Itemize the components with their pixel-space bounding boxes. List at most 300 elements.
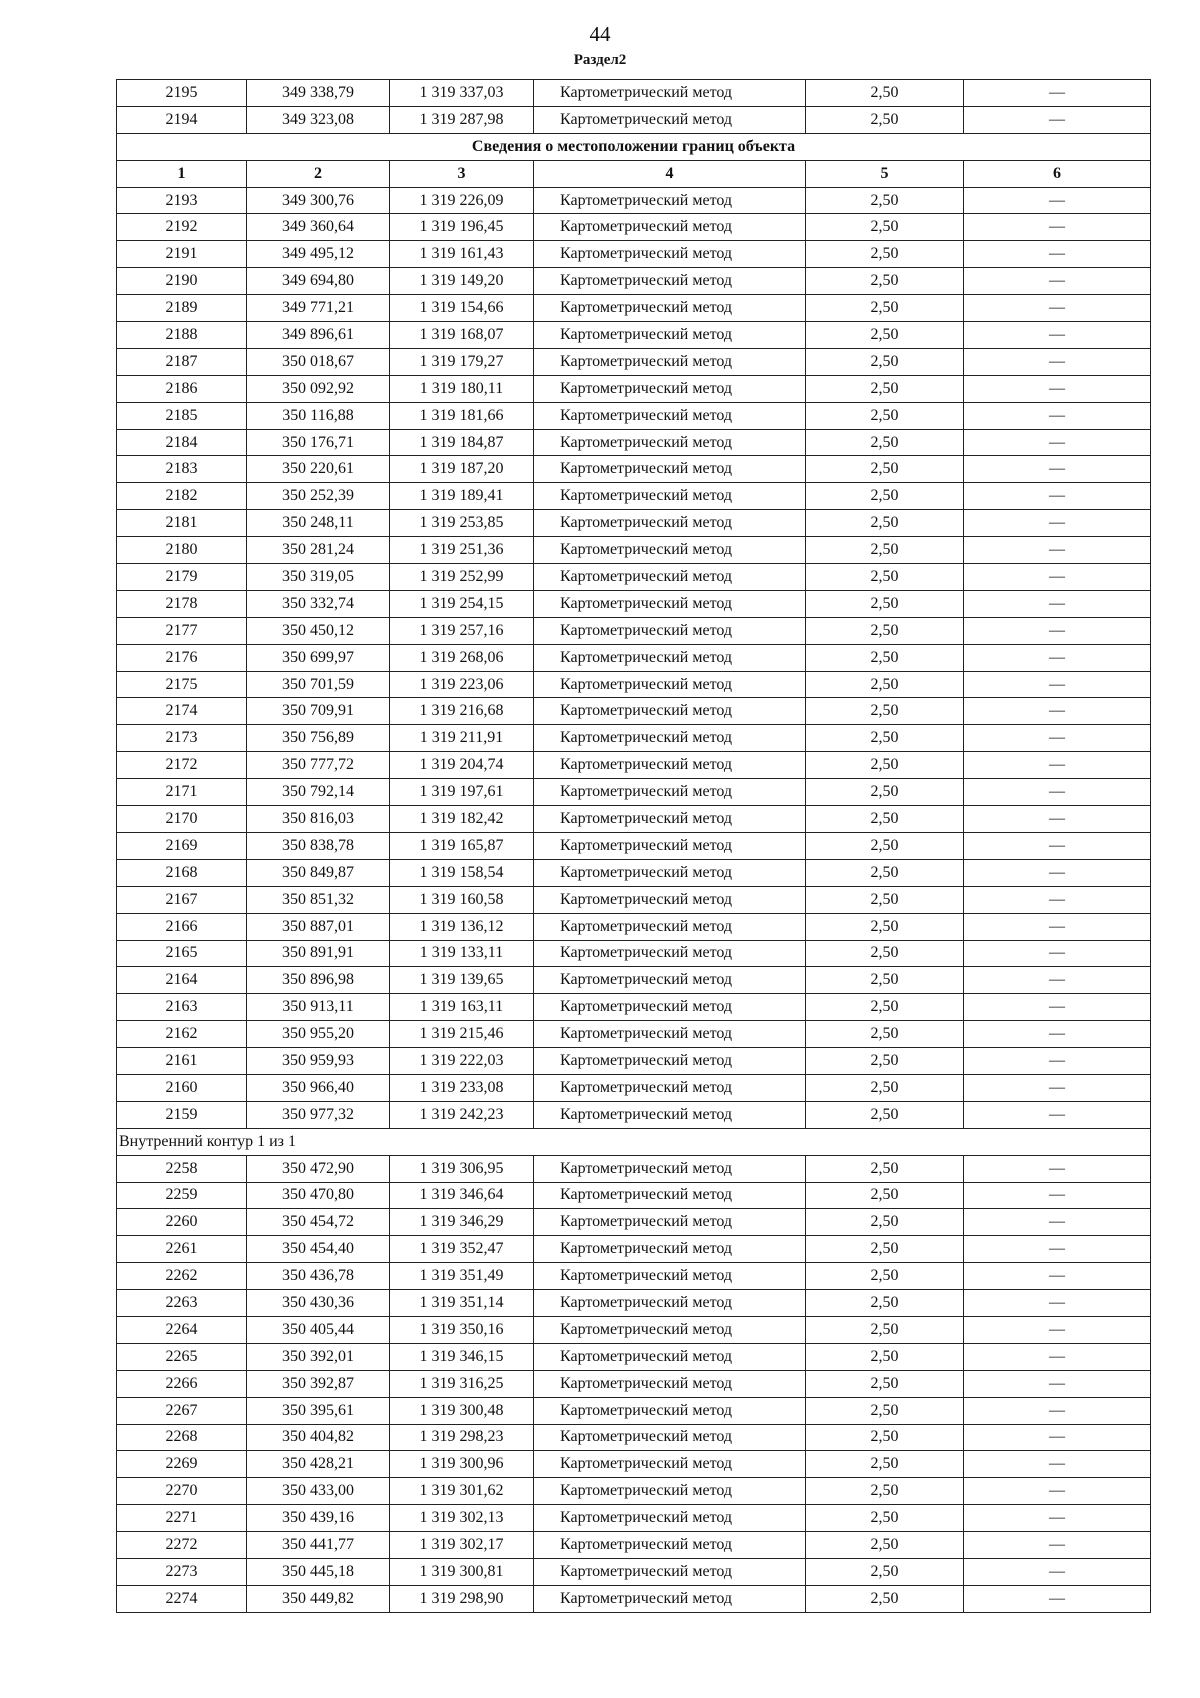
description-cell: — (964, 322, 1151, 349)
description-cell: — (964, 402, 1151, 429)
point-number-cell: 2172 (117, 752, 247, 779)
point-number-cell: 2168 (117, 859, 247, 886)
inner-contour-row (117, 1128, 1151, 1155)
y-coordinate-cell: 1 319 257,16 (390, 617, 534, 644)
precision-cell: 2,50 (806, 1585, 964, 1612)
description-cell: — (964, 106, 1151, 133)
description-cell: — (964, 429, 1151, 456)
description-cell: — (964, 295, 1151, 322)
point-number-cell: 2265 (117, 1343, 247, 1370)
precision-cell: 2,50 (806, 375, 964, 402)
description-cell: — (964, 994, 1151, 1021)
precision-cell: 2,50 (806, 80, 964, 107)
table-row (117, 1532, 1151, 1559)
point-number-cell: 2187 (117, 348, 247, 375)
table-row (117, 1316, 1151, 1343)
point-number-cell: 2179 (117, 564, 247, 591)
precision-cell: 2,50 (806, 456, 964, 483)
y-coordinate-cell: 1 319 251,36 (390, 537, 534, 564)
precision-cell: 2,50 (806, 268, 964, 295)
y-coordinate-cell: 1 319 222,03 (390, 1048, 534, 1075)
description-cell: — (964, 1424, 1151, 1451)
description-cell: — (964, 1343, 1151, 1370)
description-cell: — (964, 1585, 1151, 1612)
point-number-cell: 2260 (117, 1209, 247, 1236)
precision-cell: 2,50 (806, 886, 964, 913)
description-cell: — (964, 1236, 1151, 1263)
point-number-cell: 2182 (117, 483, 247, 510)
method-cell: Картометрический метод (534, 590, 806, 617)
table-row (117, 1505, 1151, 1532)
table-body (117, 80, 1151, 1613)
method-cell: Картометрический метод (534, 1021, 806, 1048)
description-cell: — (964, 1209, 1151, 1236)
precision-cell: 2,50 (806, 725, 964, 752)
column-number-cell: 5 (806, 160, 964, 187)
table-row (117, 483, 1151, 510)
precision-cell: 2,50 (806, 1478, 964, 1505)
y-coordinate-cell: 1 319 346,15 (390, 1343, 534, 1370)
precision-cell: 2,50 (806, 510, 964, 537)
point-number-cell: 2185 (117, 402, 247, 429)
description-cell: — (964, 1532, 1151, 1559)
method-cell: Картометрический метод (534, 268, 806, 295)
x-coordinate-cell: 349 360,64 (247, 214, 390, 241)
point-number-cell: 2263 (117, 1290, 247, 1317)
precision-cell: 2,50 (806, 241, 964, 268)
method-cell: Картометрический метод (534, 80, 806, 107)
y-coordinate-cell: 1 319 216,68 (390, 698, 534, 725)
method-cell: Картометрический метод (534, 1101, 806, 1128)
x-coordinate-cell: 350 319,05 (247, 564, 390, 591)
method-cell: Картометрический метод (534, 617, 806, 644)
x-coordinate-cell: 350 955,20 (247, 1021, 390, 1048)
table-row (117, 940, 1151, 967)
x-coordinate-cell: 349 338,79 (247, 80, 390, 107)
point-number-cell: 2171 (117, 779, 247, 806)
y-coordinate-cell: 1 319 182,42 (390, 806, 534, 833)
precision-cell: 2,50 (806, 671, 964, 698)
description-cell: — (964, 1451, 1151, 1478)
method-cell: Картометрический метод (534, 1182, 806, 1209)
method-cell: Картометрический метод (534, 1343, 806, 1370)
description-cell: — (964, 268, 1151, 295)
table-row (117, 1370, 1151, 1397)
point-number-cell: 2165 (117, 940, 247, 967)
x-coordinate-cell: 350 441,77 (247, 1532, 390, 1559)
point-number-cell: 2167 (117, 886, 247, 913)
y-coordinate-cell: 1 319 149,20 (390, 268, 534, 295)
description-cell: — (964, 483, 1151, 510)
table-row (117, 967, 1151, 994)
y-coordinate-cell: 1 319 298,90 (390, 1585, 534, 1612)
table-row (117, 80, 1151, 107)
y-coordinate-cell: 1 319 253,85 (390, 510, 534, 537)
description-cell: — (964, 1074, 1151, 1101)
table-row (117, 1236, 1151, 1263)
point-number-cell: 2268 (117, 1424, 247, 1451)
y-coordinate-cell: 1 319 215,46 (390, 1021, 534, 1048)
description-cell: — (964, 214, 1151, 241)
precision-cell: 2,50 (806, 1370, 964, 1397)
y-coordinate-cell: 1 319 181,66 (390, 402, 534, 429)
x-coordinate-cell: 350 851,32 (247, 886, 390, 913)
precision-cell: 2,50 (806, 295, 964, 322)
x-coordinate-cell: 350 439,16 (247, 1505, 390, 1532)
description-cell: — (964, 375, 1151, 402)
x-coordinate-cell: 349 495,12 (247, 241, 390, 268)
point-number-cell: 2163 (117, 994, 247, 1021)
x-coordinate-cell: 350 436,78 (247, 1263, 390, 1290)
x-coordinate-cell: 350 709,91 (247, 698, 390, 725)
point-number-cell: 2193 (117, 187, 247, 214)
table-row (117, 698, 1151, 725)
y-coordinate-cell: 1 319 189,41 (390, 483, 534, 510)
table-row (117, 779, 1151, 806)
y-coordinate-cell: 1 319 139,65 (390, 967, 534, 994)
method-cell: Картометрический метод (534, 859, 806, 886)
x-coordinate-cell: 349 694,80 (247, 268, 390, 295)
point-number-cell: 2169 (117, 832, 247, 859)
table-row (117, 1343, 1151, 1370)
table-row (117, 429, 1151, 456)
method-cell: Картометрический метод (534, 644, 806, 671)
table-row (117, 913, 1151, 940)
description-cell: — (964, 671, 1151, 698)
point-number-cell: 2271 (117, 1505, 247, 1532)
point-number-cell: 2264 (117, 1316, 247, 1343)
description-cell: — (964, 1263, 1151, 1290)
method-cell: Картометрический метод (534, 671, 806, 698)
method-cell: Картометрический метод (534, 1290, 806, 1317)
table-row (117, 375, 1151, 402)
precision-cell: 2,50 (806, 106, 964, 133)
precision-cell: 2,50 (806, 537, 964, 564)
method-cell: Картометрический метод (534, 322, 806, 349)
x-coordinate-cell: 350 816,03 (247, 806, 390, 833)
x-coordinate-cell: 350 433,00 (247, 1478, 390, 1505)
method-cell: Картометрический метод (534, 295, 806, 322)
table-row (117, 1074, 1151, 1101)
y-coordinate-cell: 1 319 226,09 (390, 187, 534, 214)
table-row (117, 322, 1151, 349)
description-cell: — (964, 913, 1151, 940)
x-coordinate-cell: 350 404,82 (247, 1424, 390, 1451)
column-number-cell: 3 (390, 160, 534, 187)
description-cell: — (964, 859, 1151, 886)
table-row (117, 1155, 1151, 1182)
description-cell: — (964, 1316, 1151, 1343)
description-cell: — (964, 1505, 1151, 1532)
precision-cell: 2,50 (806, 1236, 964, 1263)
method-cell: Картометрический метод (534, 1424, 806, 1451)
method-cell: Картометрический метод (534, 564, 806, 591)
point-number-cell: 2184 (117, 429, 247, 456)
x-coordinate-cell: 350 701,59 (247, 671, 390, 698)
point-number-cell: 2261 (117, 1236, 247, 1263)
method-cell: Картометрический метод (534, 537, 806, 564)
method-cell: Картометрический метод (534, 1585, 806, 1612)
point-number-cell: 2178 (117, 590, 247, 617)
method-cell: Картометрический метод (534, 483, 806, 510)
precision-cell: 2,50 (806, 1048, 964, 1075)
description-cell: — (964, 617, 1151, 644)
method-cell: Картометрический метод (534, 1370, 806, 1397)
method-cell: Картометрический метод (534, 375, 806, 402)
precision-cell: 2,50 (806, 429, 964, 456)
y-coordinate-cell: 1 319 204,74 (390, 752, 534, 779)
point-number-cell: 2176 (117, 644, 247, 671)
table-row (117, 725, 1151, 752)
x-coordinate-cell: 350 428,21 (247, 1451, 390, 1478)
description-cell: — (964, 698, 1151, 725)
method-cell: Картометрический метод (534, 187, 806, 214)
table-row (117, 348, 1151, 375)
description-cell: — (964, 832, 1151, 859)
method-cell: Картометрический метод (534, 106, 806, 133)
precision-cell: 2,50 (806, 1451, 964, 1478)
x-coordinate-cell: 350 699,97 (247, 644, 390, 671)
y-coordinate-cell: 1 319 196,45 (390, 214, 534, 241)
precision-cell: 2,50 (806, 322, 964, 349)
x-coordinate-cell: 350 176,71 (247, 429, 390, 456)
point-number-cell: 2274 (117, 1585, 247, 1612)
y-coordinate-cell: 1 319 350,16 (390, 1316, 534, 1343)
x-coordinate-cell: 350 092,92 (247, 375, 390, 402)
precision-cell: 2,50 (806, 214, 964, 241)
precision-cell: 2,50 (806, 1397, 964, 1424)
x-coordinate-cell: 350 959,93 (247, 1048, 390, 1075)
description-cell: — (964, 590, 1151, 617)
description-cell: — (964, 886, 1151, 913)
y-coordinate-cell: 1 319 165,87 (390, 832, 534, 859)
y-coordinate-cell: 1 319 287,98 (390, 106, 534, 133)
y-coordinate-cell: 1 319 168,07 (390, 322, 534, 349)
description-cell: — (964, 967, 1151, 994)
description-cell: — (964, 1155, 1151, 1182)
y-coordinate-cell: 1 319 197,61 (390, 779, 534, 806)
precision-cell: 2,50 (806, 590, 964, 617)
section-banner: Сведения о местоположении границ объекта (117, 133, 1151, 160)
y-coordinate-cell: 1 319 352,47 (390, 1236, 534, 1263)
x-coordinate-cell: 350 966,40 (247, 1074, 390, 1101)
method-cell: Картометрический метод (534, 752, 806, 779)
y-coordinate-cell: 1 319 161,43 (390, 241, 534, 268)
x-coordinate-cell: 350 838,78 (247, 832, 390, 859)
table-row (117, 106, 1151, 133)
precision-cell: 2,50 (806, 779, 964, 806)
y-coordinate-cell: 1 319 160,58 (390, 886, 534, 913)
x-coordinate-cell: 350 977,32 (247, 1101, 390, 1128)
method-cell: Картометрический метод (534, 698, 806, 725)
precision-cell: 2,50 (806, 1209, 964, 1236)
point-number-cell: 2174 (117, 698, 247, 725)
point-number-cell: 2183 (117, 456, 247, 483)
table-row (117, 1558, 1151, 1585)
method-cell: Картометрический метод (534, 1397, 806, 1424)
description-cell: — (964, 1048, 1151, 1075)
table-row (117, 1263, 1151, 1290)
precision-cell: 2,50 (806, 1182, 964, 1209)
x-coordinate-cell: 350 248,11 (247, 510, 390, 537)
table-row (117, 886, 1151, 913)
description-cell: — (964, 1397, 1151, 1424)
point-number-cell: 2262 (117, 1263, 247, 1290)
method-cell: Картометрический метод (534, 1451, 806, 1478)
table-row (117, 187, 1151, 214)
point-number-cell: 2273 (117, 1558, 247, 1585)
x-coordinate-cell: 350 116,88 (247, 402, 390, 429)
x-coordinate-cell: 350 450,12 (247, 617, 390, 644)
table-row (117, 1451, 1151, 1478)
description-cell: — (964, 1478, 1151, 1505)
table-row (117, 832, 1151, 859)
y-coordinate-cell: 1 319 300,48 (390, 1397, 534, 1424)
precision-cell: 2,50 (806, 1074, 964, 1101)
method-cell: Картометрический метод (534, 214, 806, 241)
precision-cell: 2,50 (806, 1101, 964, 1128)
description-cell: — (964, 779, 1151, 806)
y-coordinate-cell: 1 319 179,27 (390, 348, 534, 375)
method-cell: Картометрический метод (534, 886, 806, 913)
precision-cell: 2,50 (806, 994, 964, 1021)
x-coordinate-cell: 350 756,89 (247, 725, 390, 752)
x-coordinate-cell: 350 332,74 (247, 590, 390, 617)
point-number-cell: 2160 (117, 1074, 247, 1101)
page-number: 44 (589, 22, 611, 46)
description-cell: — (964, 187, 1151, 214)
x-coordinate-cell: 350 430,36 (247, 1290, 390, 1317)
table-row (117, 537, 1151, 564)
table-row (117, 806, 1151, 833)
point-number-cell: 2175 (117, 671, 247, 698)
table-row (117, 241, 1151, 268)
x-coordinate-cell: 350 777,72 (247, 752, 390, 779)
column-number-cell: 1 (117, 160, 247, 187)
y-coordinate-cell: 1 319 351,14 (390, 1290, 534, 1317)
table-row (117, 510, 1151, 537)
precision-cell: 2,50 (806, 187, 964, 214)
method-cell: Картометрический метод (534, 913, 806, 940)
method-cell: Картометрический метод (534, 429, 806, 456)
point-number-cell: 2270 (117, 1478, 247, 1505)
description-cell: — (964, 80, 1151, 107)
y-coordinate-cell: 1 319 337,03 (390, 80, 534, 107)
table-row (117, 859, 1151, 886)
y-coordinate-cell: 1 319 158,54 (390, 859, 534, 886)
table-row (117, 1424, 1151, 1451)
x-coordinate-cell: 350 454,40 (247, 1236, 390, 1263)
x-coordinate-cell: 349 771,21 (247, 295, 390, 322)
point-number-cell: 2258 (117, 1155, 247, 1182)
column-number-cell: 6 (964, 160, 1151, 187)
table-row (117, 590, 1151, 617)
method-cell: Картометрический метод (534, 1074, 806, 1101)
x-coordinate-cell: 350 405,44 (247, 1316, 390, 1343)
method-cell: Картометрический метод (534, 1316, 806, 1343)
x-coordinate-cell: 350 470,80 (247, 1182, 390, 1209)
table-row (117, 1478, 1151, 1505)
description-cell: — (964, 644, 1151, 671)
x-coordinate-cell: 350 896,98 (247, 967, 390, 994)
point-number-cell: 2164 (117, 967, 247, 994)
point-number-cell: 2159 (117, 1101, 247, 1128)
table-row (117, 1182, 1151, 1209)
x-coordinate-cell: 350 018,67 (247, 348, 390, 375)
table-row (117, 456, 1151, 483)
point-number-cell: 2269 (117, 1451, 247, 1478)
method-cell: Картометрический метод (534, 725, 806, 752)
precision-cell: 2,50 (806, 1558, 964, 1585)
table-row (117, 214, 1151, 241)
x-coordinate-cell: 350 395,61 (247, 1397, 390, 1424)
description-cell: — (964, 564, 1151, 591)
x-coordinate-cell: 350 891,91 (247, 940, 390, 967)
precision-cell: 2,50 (806, 832, 964, 859)
y-coordinate-cell: 1 319 233,08 (390, 1074, 534, 1101)
x-coordinate-cell: 349 896,61 (247, 322, 390, 349)
table-row (117, 295, 1151, 322)
description-cell: — (964, 1021, 1151, 1048)
method-cell: Картометрический метод (534, 1236, 806, 1263)
method-cell: Картометрический метод (534, 1532, 806, 1559)
x-coordinate-cell: 350 392,01 (247, 1343, 390, 1370)
precision-cell: 2,50 (806, 940, 964, 967)
method-cell: Картометрический метод (534, 994, 806, 1021)
x-coordinate-cell: 350 392,87 (247, 1370, 390, 1397)
description-cell: — (964, 1370, 1151, 1397)
y-coordinate-cell: 1 319 154,66 (390, 295, 534, 322)
y-coordinate-cell: 1 319 252,99 (390, 564, 534, 591)
point-number-cell: 2194 (117, 106, 247, 133)
section-banner-row (117, 133, 1151, 160)
method-cell: Картометрический метод (534, 1558, 806, 1585)
point-number-cell: 2162 (117, 1021, 247, 1048)
description-cell: — (964, 725, 1151, 752)
precision-cell: 2,50 (806, 752, 964, 779)
table-row (117, 644, 1151, 671)
y-coordinate-cell: 1 319 187,20 (390, 456, 534, 483)
table-row (117, 1397, 1151, 1424)
point-number-cell: 2267 (117, 1397, 247, 1424)
precision-cell: 2,50 (806, 859, 964, 886)
x-coordinate-cell: 350 454,72 (247, 1209, 390, 1236)
description-cell: — (964, 1290, 1151, 1317)
column-number-row (117, 160, 1151, 187)
method-cell: Картометрический метод (534, 456, 806, 483)
x-coordinate-cell: 350 252,39 (247, 483, 390, 510)
x-coordinate-cell: 350 472,90 (247, 1155, 390, 1182)
precision-cell: 2,50 (806, 348, 964, 375)
description-cell: — (964, 456, 1151, 483)
table-row (117, 1101, 1151, 1128)
point-number-cell: 2170 (117, 806, 247, 833)
table-row (117, 671, 1151, 698)
description-cell: — (964, 537, 1151, 564)
precision-cell: 2,50 (806, 1290, 964, 1317)
point-number-cell: 2173 (117, 725, 247, 752)
y-coordinate-cell: 1 319 223,06 (390, 671, 534, 698)
precision-cell: 2,50 (806, 402, 964, 429)
x-coordinate-cell: 350 281,24 (247, 537, 390, 564)
column-number-cell: 4 (534, 160, 806, 187)
point-number-cell: 2166 (117, 913, 247, 940)
precision-cell: 2,50 (806, 1155, 964, 1182)
precision-cell: 2,50 (806, 1532, 964, 1559)
method-cell: Картометрический метод (534, 241, 806, 268)
y-coordinate-cell: 1 319 306,95 (390, 1155, 534, 1182)
precision-cell: 2,50 (806, 617, 964, 644)
